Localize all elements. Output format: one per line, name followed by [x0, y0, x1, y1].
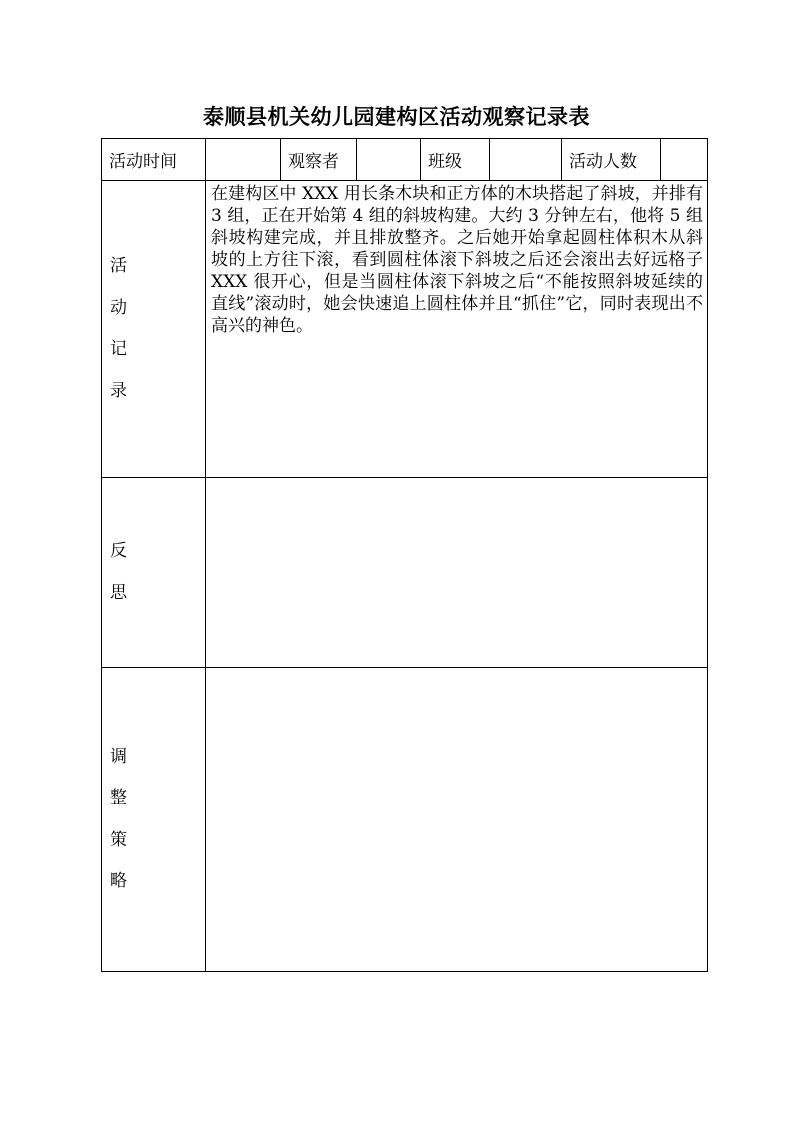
label-char: 记 [110, 339, 127, 359]
observation-record-table [101, 138, 708, 972]
observer-label: 观察者 [281, 139, 357, 181]
class-label: 班级 [421, 139, 490, 181]
label-char: 略 [110, 871, 127, 891]
reflection-row [102, 478, 708, 668]
participants-label: 活动人数 [562, 139, 661, 181]
label-char: 策 [110, 829, 127, 850]
label-char: 整 [110, 788, 127, 808]
label-char: 反 [110, 541, 127, 561]
activity-record-content[interactable]: 在建构区中 XXX 用长条木块和正方体的木块搭起了斜坡，并排有 3 组，正在开始第 4 组的斜坡构建。大约 3 分钟左右，他将 5 组斜坡构建完成，并且排放整齐。之后她开始拿起圆柱体积木从斜坡的上方往下滚，看到圆柱体滚下斜坡之后还会滚出去好远格子 XXX 很开心，但是当圆柱体滚下斜坡之后“不能按照斜坡延续的直线”滚动时，她会快速追上圆柱体并且“抓住”它，同时表现出不高兴的神色。 [206, 181, 708, 478]
activity-time-field[interactable] [206, 139, 281, 181]
label-char: 录 [110, 380, 127, 401]
label-char: 调 [110, 746, 127, 767]
activity-record-label [102, 181, 206, 478]
label-char: 活 [110, 256, 127, 276]
activity-record-row [102, 181, 708, 478]
reflection-label [102, 478, 206, 668]
adjustment-strategy-content[interactable] [206, 668, 708, 972]
adjustment-strategy-row [102, 668, 708, 972]
activity-time-label: 活动时间 [102, 139, 206, 181]
header-row [102, 139, 708, 181]
participants-field[interactable] [661, 139, 708, 181]
observer-field[interactable] [357, 139, 421, 181]
class-field[interactable] [490, 139, 562, 181]
label-char: 动 [110, 297, 127, 318]
adjustment-strategy-label [102, 668, 206, 972]
reflection-content[interactable] [206, 478, 708, 668]
page-title: 泰顺县机关幼儿园建构区活动观察记录表 [203, 104, 590, 129]
label-char: 思 [110, 582, 127, 603]
